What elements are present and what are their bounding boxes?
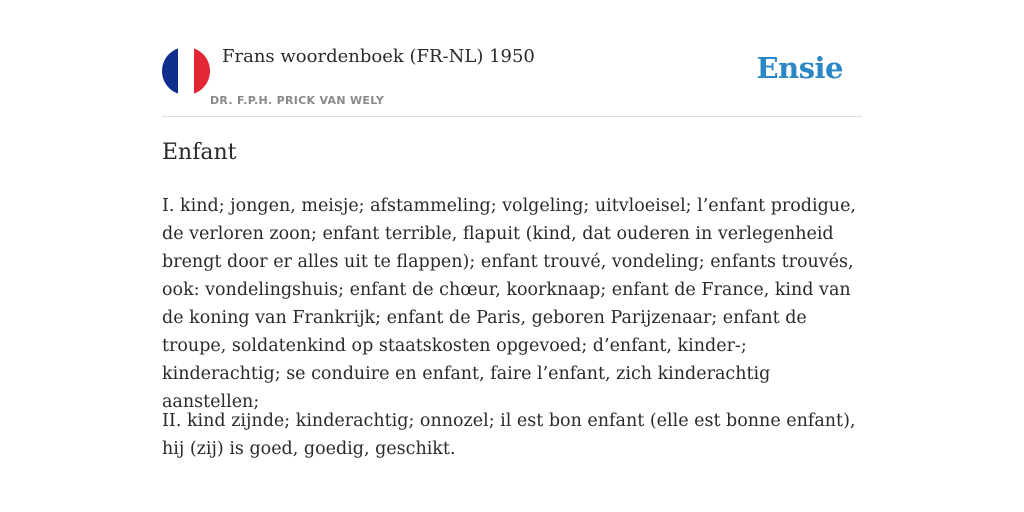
ensie-logo[interactable]: Ensie bbox=[756, 51, 843, 85]
french-flag-icon bbox=[162, 47, 210, 95]
flag-band-blue bbox=[162, 47, 178, 95]
entry-word: Enfant bbox=[162, 140, 237, 165]
definition-paragraph: I. kind; jongen, meisje; afstammeling; volgeling; uitvloeisel; l’enfant prodigue, de verloren zoon; enfant terrible, flapuit (kind, dat ouderen in verlegenheid brengt door er alles uit te flappen); enfant trouvé, vondeling; enfants trouvés, ook: vondelingshuis; enfant de chœur, koorknaap; enfant de France, kind van de koning van Frankrijk; enfant de Paris, geboren Parijzenaar; enfant de troupe, soldatenkind op staatskosten opgevoed; d’enfant, kinder-; kinderachtig; se conduire en enfant, faire l’enfant, zich kinderachtig aanstellen; bbox=[162, 196, 856, 412]
flag-band-red bbox=[194, 47, 210, 95]
dictionary-card bbox=[162, 0, 862, 512]
flag-band-white bbox=[178, 47, 194, 95]
dictionary-header bbox=[162, 0, 862, 117]
definition-paragraph: II. kind zijnde; kinderachtig; onnozel; il est bon enfant (elle est bonne enfant), hij (zij) is goed, goedig, geschikt. bbox=[162, 411, 856, 459]
dictionary-title[interactable]: Frans woordenboek (FR-NL) 1950 bbox=[222, 46, 535, 67]
dictionary-author: DR. F.P.H. PRICK VAN WELY bbox=[210, 94, 385, 107]
